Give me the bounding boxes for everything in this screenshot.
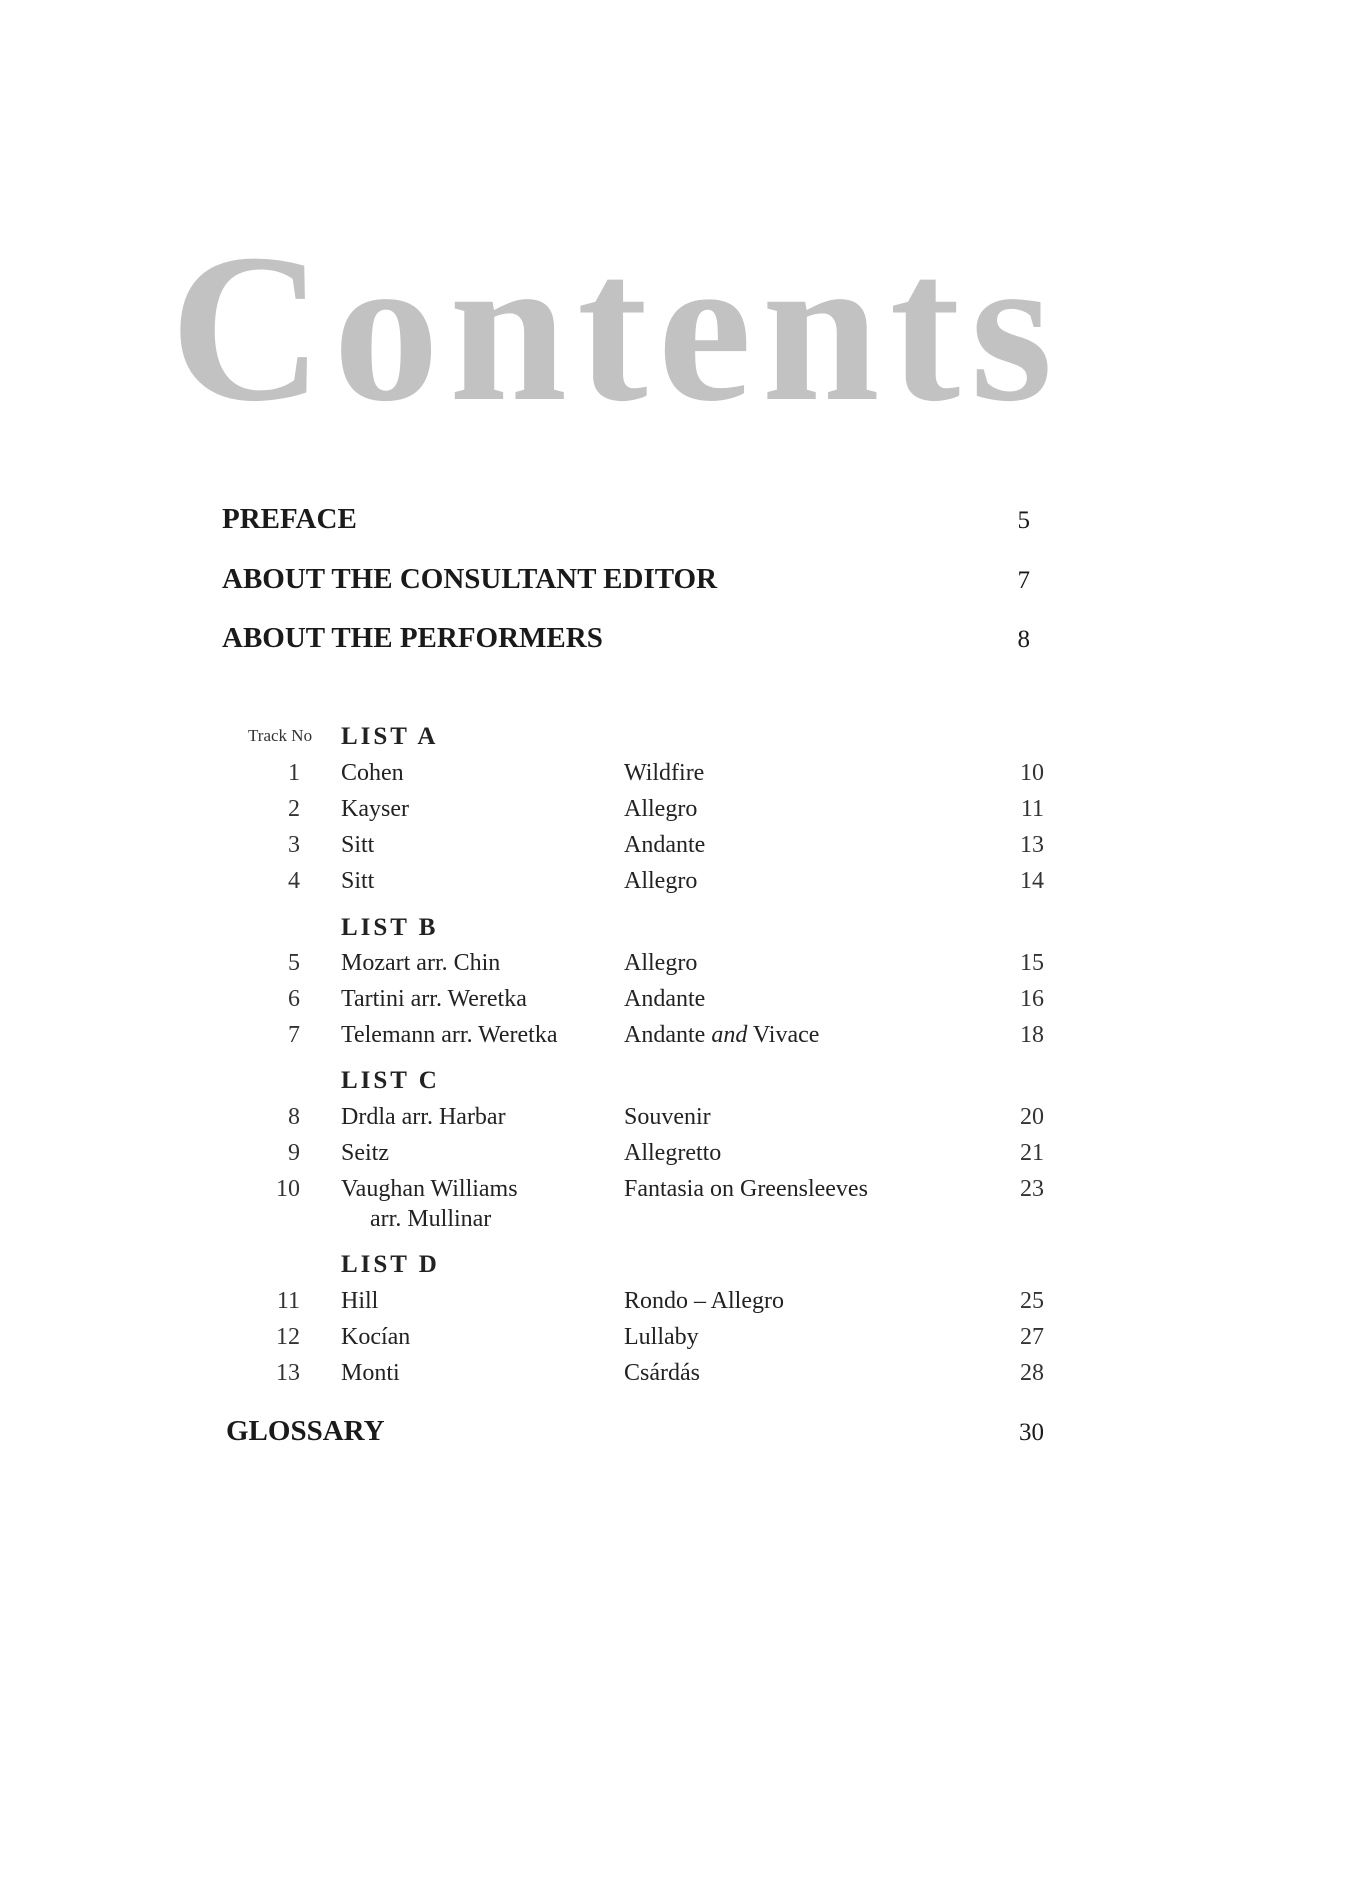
toc-entry-label: GLOSSARY xyxy=(226,1415,385,1447)
piece-title: Csárdás xyxy=(624,1360,700,1386)
composer: Seitz xyxy=(341,1140,389,1166)
page-number: 23 xyxy=(1020,1176,1044,1202)
composer: Tartini arr. Weretka xyxy=(341,986,527,1012)
composer: Telemann arr. Weretka xyxy=(341,1022,558,1048)
piece-title: Lullaby xyxy=(624,1324,699,1350)
piece-title: Souvenir xyxy=(624,1104,711,1130)
track-number: 5 xyxy=(288,950,300,976)
track-row[interactable] xyxy=(0,1322,1370,1352)
toc-entry-page: 30 xyxy=(1019,1419,1044,1446)
composer: Monti xyxy=(341,1360,400,1386)
track-number: 12 xyxy=(276,1324,300,1350)
track-number: 3 xyxy=(288,832,300,858)
track-row[interactable] xyxy=(0,758,1370,788)
composer: Sitt xyxy=(341,832,375,858)
track-number: 13 xyxy=(276,1360,300,1386)
toc-entry-page: 8 xyxy=(1017,626,1030,653)
composer: Sitt xyxy=(341,868,375,894)
page-number: 10 xyxy=(1020,760,1044,786)
composer: Hill xyxy=(341,1288,379,1314)
track-number: 10 xyxy=(276,1176,300,1202)
piece-title: Allegro xyxy=(624,950,698,976)
track-row[interactable] xyxy=(0,1358,1370,1388)
piece-title: Andante xyxy=(624,832,706,858)
toc-entry-page: 5 xyxy=(1017,507,1030,534)
toc-entry-label: ABOUT THE CONSULTANT EDITOR xyxy=(222,563,718,595)
track-number: 8 xyxy=(288,1104,300,1130)
piece-title-part: Andante xyxy=(624,1022,712,1048)
piece-title xyxy=(624,1020,819,1050)
piece-title: Fantasia on Greensleeves xyxy=(624,1176,868,1202)
piece-title: Rondo – Allegro xyxy=(624,1288,784,1314)
composer: Kayser xyxy=(341,796,409,822)
track-row[interactable] xyxy=(0,1020,1370,1050)
track-row[interactable] xyxy=(0,830,1370,860)
list-heading-c: LIST C xyxy=(341,1067,440,1094)
page-number: 15 xyxy=(1020,950,1044,976)
page-title: Contents xyxy=(170,210,1063,445)
composer-arranger: arr. Mullinar xyxy=(370,1206,492,1232)
page-number: 21 xyxy=(1020,1140,1044,1166)
track-row[interactable] xyxy=(0,1286,1370,1316)
page-number: 20 xyxy=(1020,1104,1044,1130)
composer: Cohen xyxy=(341,760,404,786)
track-row[interactable] xyxy=(0,866,1370,896)
page-number: 18 xyxy=(1020,1022,1044,1048)
toc-entry-label: PREFACE xyxy=(222,503,357,535)
track-number-label: Track No xyxy=(248,726,313,745)
composer: Mozart arr. Chin xyxy=(341,950,501,976)
composer: Vaughan Williams xyxy=(341,1176,518,1202)
track-row[interactable] xyxy=(0,984,1370,1014)
piece-title-conjunction: and xyxy=(711,1022,748,1048)
page-number: 28 xyxy=(1020,1360,1044,1386)
page-number: 25 xyxy=(1020,1288,1044,1314)
composer: Kocían xyxy=(341,1324,411,1350)
list-heading-a: LIST A xyxy=(341,723,439,750)
page-number: 16 xyxy=(1020,986,1044,1012)
track-number: 4 xyxy=(288,868,300,894)
track-row[interactable] xyxy=(0,948,1370,978)
piece-title: Allegro xyxy=(624,868,698,894)
track-row[interactable] xyxy=(0,1138,1370,1168)
list-heading-b: LIST B xyxy=(341,914,439,941)
track-number: 6 xyxy=(288,986,300,1012)
track-number: 7 xyxy=(288,1022,300,1048)
page-number: 27 xyxy=(1020,1324,1044,1350)
piece-title: Wildfire xyxy=(624,760,705,786)
track-number: 2 xyxy=(288,796,300,822)
page-number: 14 xyxy=(1020,868,1044,894)
toc-entry-page: 7 xyxy=(1017,567,1030,594)
piece-title-part: Vivace xyxy=(747,1022,820,1048)
page-number: 13 xyxy=(1020,832,1044,858)
track-row[interactable] xyxy=(0,1102,1370,1132)
track-row[interactable] xyxy=(0,1174,1370,1234)
toc-entry-label: ABOUT THE PERFORMERS xyxy=(222,622,603,654)
list-heading-d: LIST D xyxy=(341,1251,440,1278)
composer: Drdla arr. Harbar xyxy=(341,1104,506,1130)
track-number: 1 xyxy=(288,760,300,786)
piece-title: Allegro xyxy=(624,796,698,822)
track-number: 11 xyxy=(276,1288,300,1314)
track-row[interactable] xyxy=(0,794,1370,824)
piece-title: Allegretto xyxy=(624,1140,722,1166)
track-number: 9 xyxy=(288,1140,300,1166)
piece-title: Andante xyxy=(624,986,706,1012)
page-number: 11 xyxy=(1020,796,1044,822)
